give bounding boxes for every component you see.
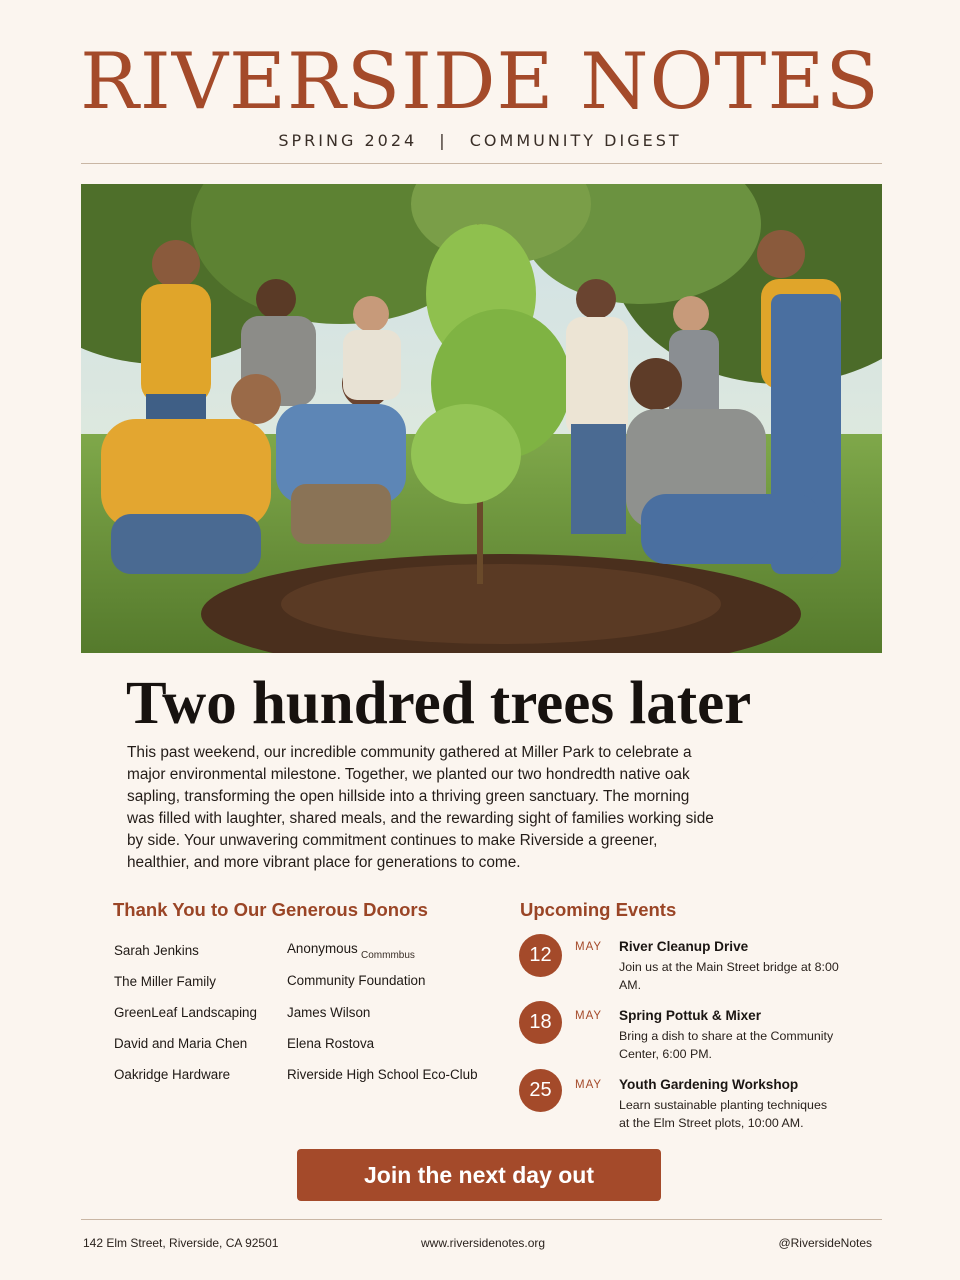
donor-name: David and Maria Chen [114, 1036, 248, 1051]
donor-name: Riverside High School Eco-Club [287, 1067, 478, 1082]
event-date-badge: 25 [519, 1069, 562, 1112]
footer-divider [81, 1219, 882, 1220]
article-body: This past weekend, our incredible community gathered at Miller Park to celebrate a major environmental milestone. Together, we planted our two hondredth native oak sapling, transforming the open hillside into a thriving green sanctuary. The morning was filled with laughter, shared meals, and the rewarding sight of families working side by side. Your unwavering commitment continues to make Riverside a greener, healthier, and more vibrant place for generations to come. [127, 744, 714, 871]
donor-name: Elena Rostova [287, 1036, 375, 1051]
event-description: Bring a dish to share at the Community Center, 6:00 PM. [619, 1029, 834, 1061]
event-month: MAY [575, 941, 603, 953]
donor-name: Oakridge Hardware [114, 1067, 231, 1082]
event-title[interactable]: Spring Pottuk & Mixer [619, 1008, 761, 1023]
donor-note: Commmbus [361, 950, 415, 961]
footer-website-link[interactable]: www.riversidenotes.org [421, 1236, 546, 1250]
donor-name: Sarah Jenkins [114, 943, 199, 958]
event-description: Learn sustainable planting techniques at the Elm Street plots, 10:00 AM. [619, 1098, 828, 1130]
article-headline: Two hundred trees later [126, 670, 752, 737]
events-title: Upcoming Events [520, 899, 677, 920]
donor-name: James Wilson [287, 1005, 371, 1020]
donors-title: Thank You to Our Generous Donors [113, 899, 428, 920]
join-next-day-out-button[interactable]: Join the next day out [297, 1149, 661, 1201]
header-divider [81, 163, 882, 164]
footer-address: 142 Elm Street, Riverside, CA 92501 [83, 1236, 279, 1250]
event-title[interactable]: Youth Gardening Workshop [619, 1077, 799, 1092]
hero-photo [81, 184, 882, 653]
event-month: MAY [575, 1010, 603, 1022]
newsletter-title: RIVERSIDE NOTES [80, 37, 880, 127]
event-date-badge: 12 [519, 934, 562, 977]
issue-date: SPRING 2024 [278, 131, 418, 150]
event-date-badge: 18 [519, 1001, 562, 1044]
footer-social-handle[interactable]: @RiversideNotes [778, 1236, 872, 1250]
issue-section: COMMUNITY DIGEST [469, 131, 682, 150]
donor-name: Community Foundation [287, 973, 426, 988]
tagline-separator: | [439, 131, 448, 150]
donor-name: GreenLeaf Landscaping [114, 1005, 257, 1020]
issue-tagline [0, 131, 960, 150]
event-title[interactable]: River Cleanup Drive [619, 939, 749, 954]
event-month: MAY [575, 1079, 603, 1091]
event-description: Join us at the Main Street bridge at 8:00 AM. [619, 960, 839, 992]
donor-name: Anonymous [287, 941, 358, 956]
donor-name: The Miller Family [114, 974, 216, 989]
